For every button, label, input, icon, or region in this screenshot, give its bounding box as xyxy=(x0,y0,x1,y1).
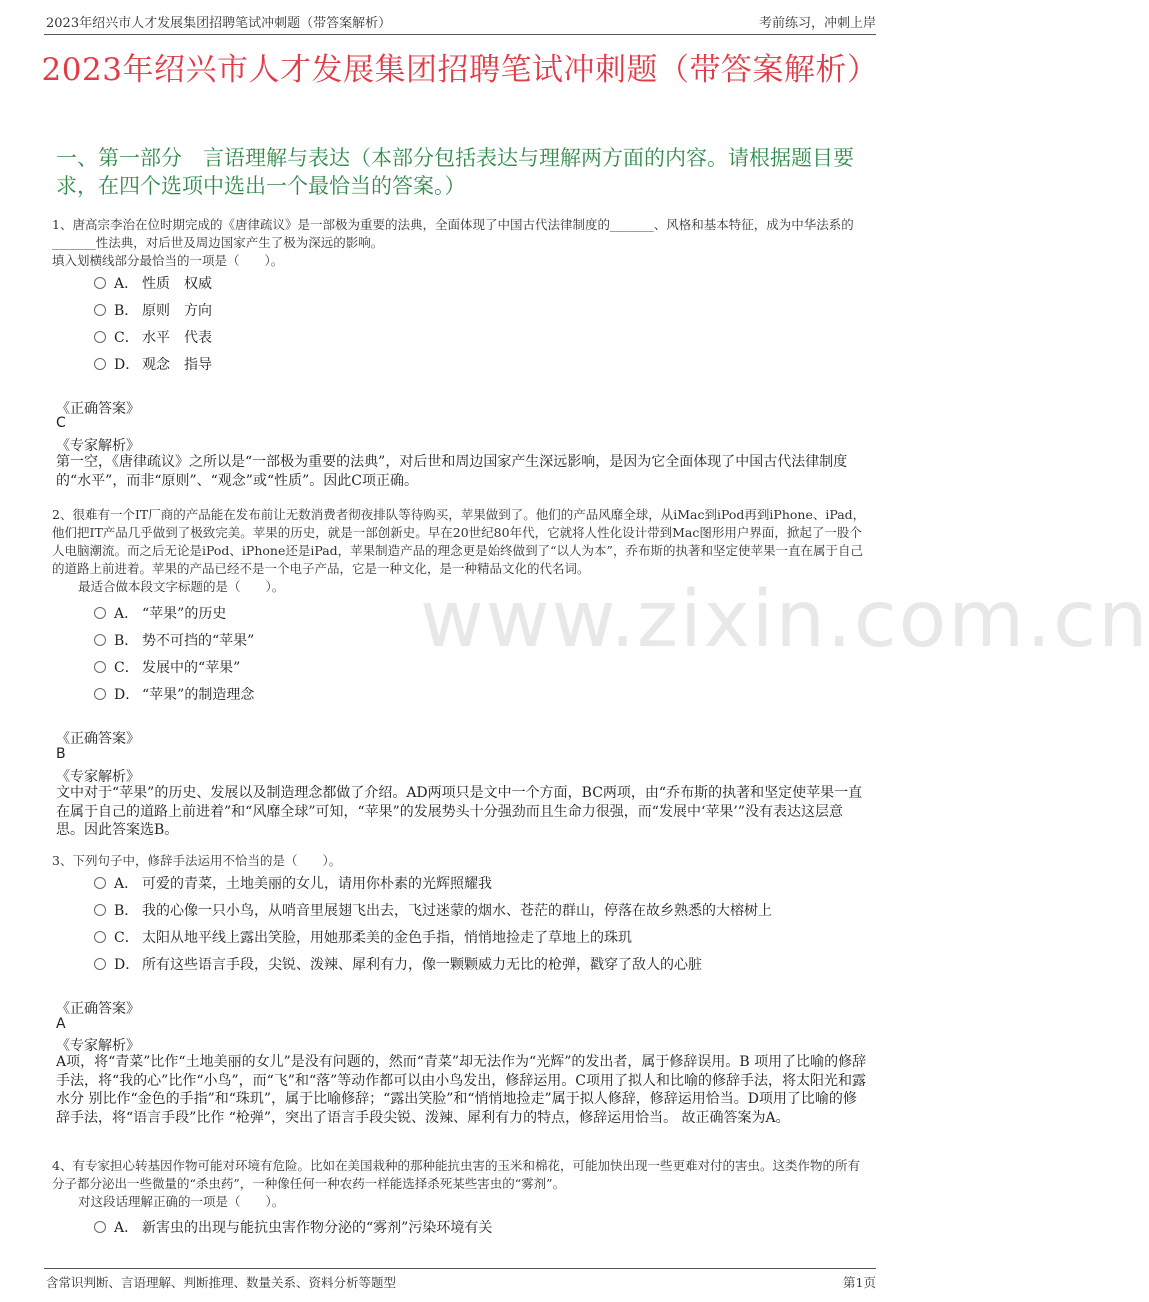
option-letter: D． xyxy=(114,357,140,373)
radio-icon[interactable] xyxy=(94,877,106,889)
question-4-stem xyxy=(52,1157,870,1211)
question-1-option-d[interactable] xyxy=(94,355,212,375)
radio-icon[interactable] xyxy=(94,304,106,316)
option-letter: A． xyxy=(114,276,139,292)
question-1-ask: 填入划横线部分最恰当的一项是（ ）。 xyxy=(52,253,284,268)
question-1-text: 1、唐高宗李治在位时期完成的《唐律疏议》是一部极为重要的法典，全面体现了中国古代法律制度的_______、风格和基本特征，成为中华法系的_______性法典，对后世及周边国家产生了极为深远的影响。 xyxy=(52,217,854,250)
question-2-answer: B xyxy=(56,746,66,762)
option-letter: D． xyxy=(114,687,140,703)
section-heading: 一、第一部分 言语理解与表达（本部分包括表达与理解两方面的内容。请根据题目要求，在四个选项中选出一个最恰当的答案。） xyxy=(56,146,854,198)
option-letter: B． xyxy=(114,903,139,919)
option-text: 性质 权威 xyxy=(142,276,212,292)
question-2-text: 2、很难有一个IT厂商的产品能在发布前让无数消费者彻夜排队等待购买，苹果做到了。他们的产品风靡全球，从iMac到iPod再到iPhone、iPad，他们把IT产品几乎做到了极致完美。苹果的历史，就是一部创新史。早在20世纪80年代，它就将人性化设计带到Mac图形用户界面，掀起了一股个人电脑潮流。而之后无论是iPod、iPhone还是iPad，苹果制造产品的理念更是始终做到了“以人为本”，乔布斯的执著和坚定使苹果一直在属于自己的道路上前进着。苹果的产品已经不是一个电子产品，它是一种文化，是一种精品文化的代名词。 xyxy=(52,507,866,576)
radio-icon[interactable] xyxy=(94,358,106,370)
question-2-stem xyxy=(52,506,870,596)
watermark: www.zixin.com.cn xyxy=(420,575,1149,665)
question-4-option-a[interactable] xyxy=(94,1218,492,1238)
question-1-option-b[interactable] xyxy=(94,301,212,321)
question-1-analysis-label: 《专家解析》 xyxy=(56,438,140,454)
question-3-option-b[interactable] xyxy=(94,901,772,921)
header-divider xyxy=(44,34,876,35)
radio-icon[interactable] xyxy=(94,958,106,970)
option-text: 所有这些语言手段，尖锐、泼辣、犀利有力，像一颗颗威力无比的枪弹，戳穿了敌人的心脏 xyxy=(142,957,702,973)
option-letter: C． xyxy=(114,930,139,946)
option-letter: A． xyxy=(114,1220,139,1236)
question-3-answer-label: 《正确答案》 xyxy=(56,1001,140,1017)
question-3-text: 3、下列句子中，修辞手法运用不恰当的是（ ）。 xyxy=(52,853,342,868)
option-letter: B． xyxy=(114,633,139,649)
question-3-analysis: A项，将“青菜”比作“土地美丽的女儿”是没有问题的，然而“青菜”却无法作为“光辉”的发出者，属于修辞误用。B 项用了比喻的修辞手法，将“我的心”比作“小鸟”，而“飞”和“落”等动作都可以由小鸟发出，修辞运用。C项用了拟人和比喻的修辞手法，将太阳光和露水分 别比作“金色的手指”和“珠玑”，属于比喻修辞；“露出笑脸”和“悄悄地捡走”属于拟人修辞，修辞运用恰当。D项用了比喻的修辞手法，将“语言手段”比作 “枪弹”，突出了语言手段尖锐、泼辣、犀利有力的特点，修辞运用恰当。 故正确答案为A。 xyxy=(56,1054,867,1126)
question-2-analysis-label: 《专家解析》 xyxy=(56,769,140,785)
question-4-ask: 对这段话理解正确的一项是（ ）。 xyxy=(78,1194,285,1209)
question-2-option-b[interactable] xyxy=(94,631,254,651)
option-letter: A． xyxy=(114,606,139,622)
option-letter: A． xyxy=(114,876,139,892)
option-text: 原则 方向 xyxy=(142,303,212,319)
question-1-option-a[interactable] xyxy=(94,274,212,294)
question-1-option-c[interactable] xyxy=(94,328,212,348)
option-text: “苹果”的历史 xyxy=(142,606,227,622)
question-3-answer: A xyxy=(56,1016,66,1032)
radio-icon[interactable] xyxy=(94,607,106,619)
question-2-option-a[interactable] xyxy=(94,604,226,624)
footer-left-text: 含常识判断、言语理解、判断推理、数量关系、资料分析等题型 xyxy=(46,1275,397,1290)
question-3-option-d[interactable] xyxy=(94,955,702,975)
question-3-stem xyxy=(52,852,870,870)
radio-icon[interactable] xyxy=(94,277,106,289)
header-left-text: 2023年绍兴市人才发展集团招聘笔试冲刺题（带答案解析） xyxy=(46,16,392,31)
option-letter: B． xyxy=(114,303,139,319)
option-text: 我的心像一只小鸟，从哨音里展翅飞出去，飞过迷蒙的烟水、苍茫的群山，停落在故乡熟悉的大榕树上 xyxy=(142,903,772,919)
option-text: 水平 代表 xyxy=(142,330,212,346)
question-3-option-a[interactable] xyxy=(94,874,492,894)
question-3-option-c[interactable] xyxy=(94,928,632,948)
question-2-answer-label: 《正确答案》 xyxy=(56,731,140,747)
question-3-analysis-label: 《专家解析》 xyxy=(56,1038,140,1054)
radio-icon[interactable] xyxy=(94,331,106,343)
question-2-analysis: 文中对于“苹果”的历史、发展以及制造理念都做了介绍。AD两项只是文中一个方面，BC两项，由“乔布斯的执著和坚定使苹果一直在属于自己的道路上前进着”和“风靡全球”可知，“苹果”的发展势头十分强劲而且生命力很强，而“发展中‘苹果’”没有表达这层意思。因此答案选B。 xyxy=(56,785,863,838)
page-number: 第1页 xyxy=(843,1275,876,1290)
footer-divider xyxy=(44,1268,876,1269)
option-text: 观念 指导 xyxy=(142,357,212,373)
radio-icon[interactable] xyxy=(94,634,106,646)
radio-icon[interactable] xyxy=(94,1221,106,1233)
option-letter: D． xyxy=(114,957,140,973)
header-right-text: 考前练习，冲刺上岸 xyxy=(758,16,876,31)
option-text: “苹果”的制造理念 xyxy=(142,687,255,703)
radio-icon[interactable] xyxy=(94,904,106,916)
option-text: 太阳从地平线上露出笑脸，用她那柔美的金色手指，悄悄地捡走了草地上的珠玑 xyxy=(142,930,632,946)
radio-icon[interactable] xyxy=(94,661,106,673)
radio-icon[interactable] xyxy=(94,931,106,943)
document-title: 2023年绍兴市人才发展集团招聘笔试冲刺题（带答案解析） xyxy=(41,52,879,88)
option-text: 势不可挡的“苹果” xyxy=(142,633,255,649)
question-2-option-d[interactable] xyxy=(94,685,254,705)
question-1-answer: C xyxy=(56,415,66,431)
question-2-option-c[interactable] xyxy=(94,658,240,678)
option-letter: C． xyxy=(114,330,139,346)
question-1-analysis: 第一空，《唐律疏议》之所以是“一部极为重要的法典”，对后世和周边国家产生深远影响，是因为它全面体现了中国古代法律制度的“水平”，而非“原则”、“观念”或“性质”。因此C项正确。 xyxy=(56,454,848,489)
radio-icon[interactable] xyxy=(94,688,106,700)
question-1-answer-label: 《正确答案》 xyxy=(56,401,140,417)
question-2-ask: 最适合做本段文字标题的是（ ）。 xyxy=(78,579,285,594)
option-text: 可爱的青菜，土地美丽的女儿，请用你朴素的光辉照耀我 xyxy=(142,876,492,892)
question-1-stem xyxy=(52,216,870,270)
option-text: 新害虫的出现与能抗虫害作物分泌的“雾剂”污染环境有关 xyxy=(142,1220,493,1236)
option-letter: C． xyxy=(114,660,139,676)
question-4-text: 4、有专家担心转基因作物可能对环境有危险。比如在美国栽种的那种能抗虫害的玉米和棉花，可能加快出现一些更难对付的害虫。这类作物的所有分子都分泌出一些微量的“杀虫药”，一种像任何一种农药一样能选择杀死某些害虫的“雾剂”。 xyxy=(52,1158,860,1191)
option-text: 发展中的“苹果” xyxy=(142,660,241,676)
